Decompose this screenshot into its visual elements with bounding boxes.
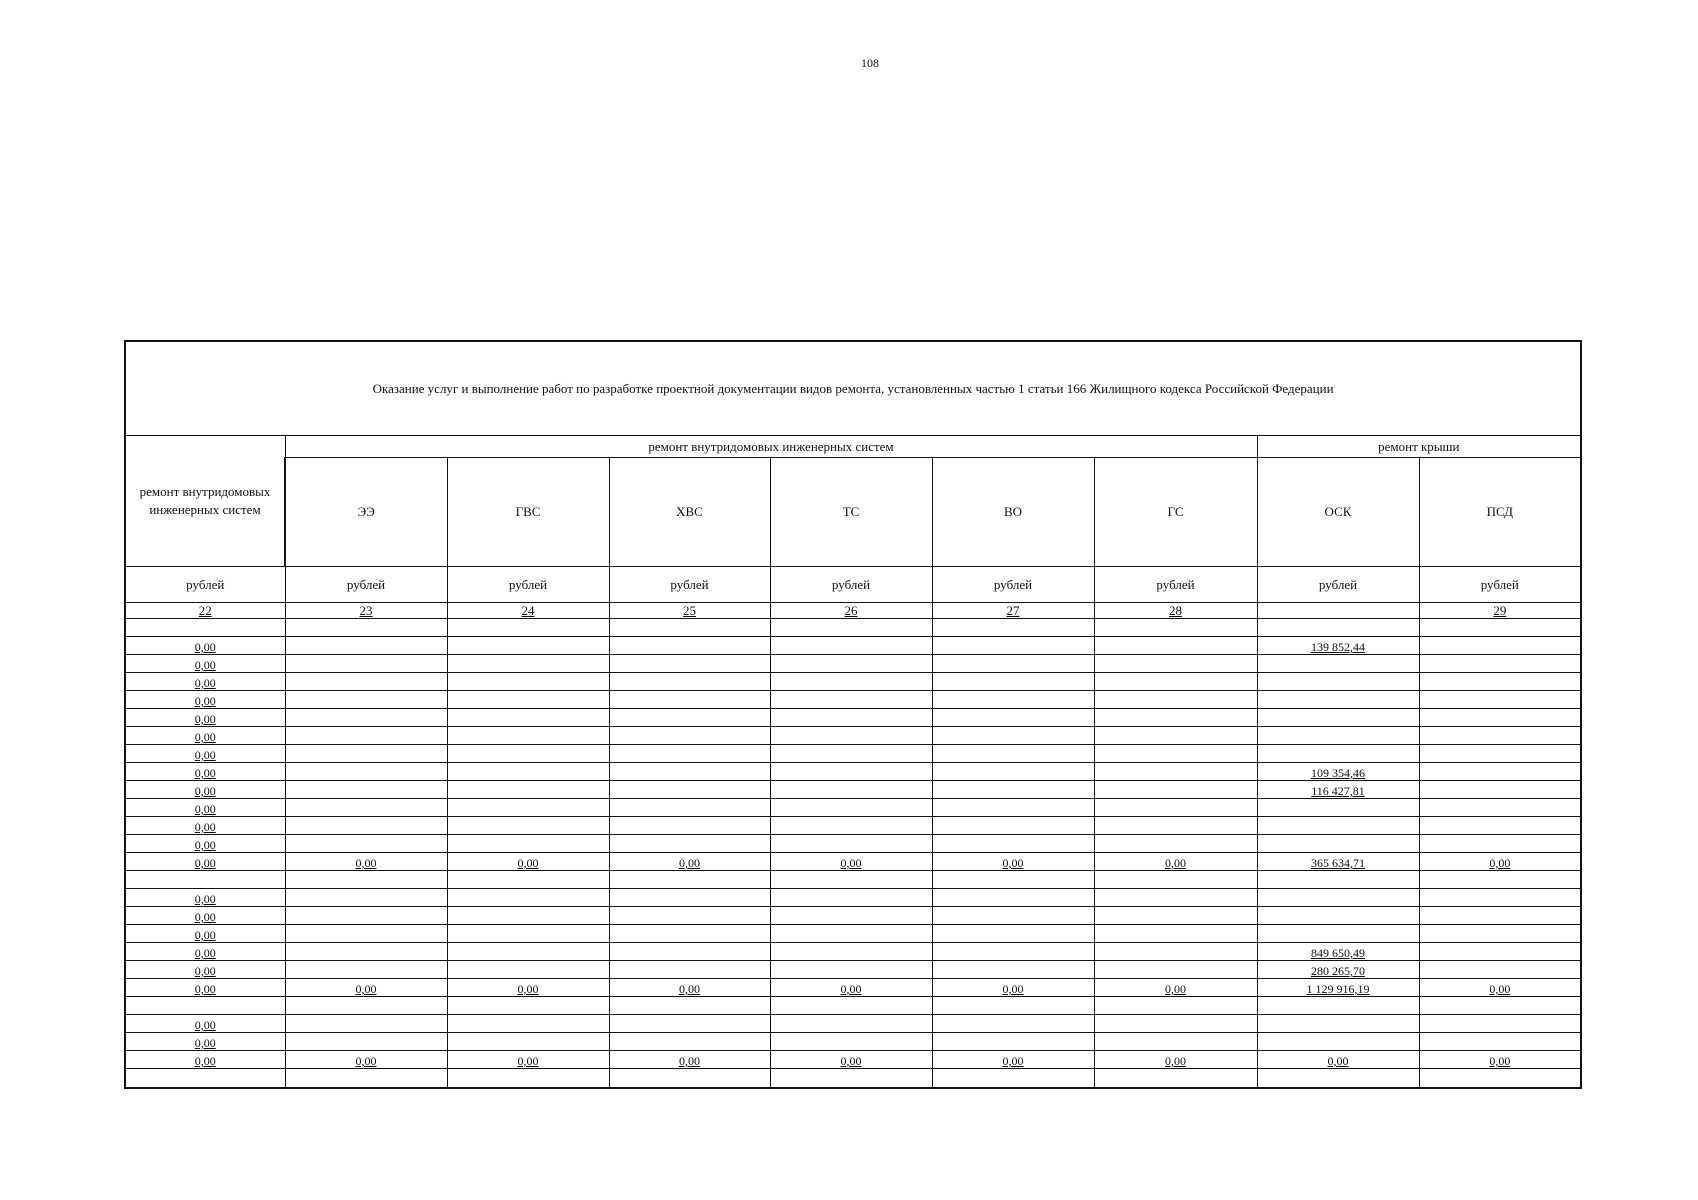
table-cell	[770, 709, 932, 727]
table-cell	[932, 691, 1094, 709]
table-cell	[770, 745, 932, 763]
table-cell	[1094, 727, 1257, 745]
table-cell	[285, 817, 447, 835]
group-header-roof: ремонт крыши	[1257, 436, 1581, 458]
table-cell	[770, 727, 932, 745]
table-cell	[1257, 925, 1419, 943]
table-cell	[1094, 745, 1257, 763]
table-row	[125, 637, 1581, 655]
table-cell	[932, 925, 1094, 943]
table-cell	[1419, 673, 1581, 691]
table-cell: 0,00	[1419, 1051, 1581, 1069]
works-cost-table	[124, 340, 1582, 1089]
table-cell	[1419, 637, 1581, 655]
table-cell: 0,00	[125, 709, 285, 727]
table-cell	[1257, 1015, 1419, 1033]
table-row	[125, 709, 1581, 727]
table-cell	[447, 889, 609, 907]
table-cell	[770, 781, 932, 799]
table-cell	[1419, 925, 1581, 943]
table-cell: 0,00	[609, 1051, 770, 1069]
table-cell	[1257, 1033, 1419, 1051]
table-cell	[932, 745, 1094, 763]
table-cell	[932, 673, 1094, 691]
table-cell: 0,00	[125, 745, 285, 763]
table-cell	[932, 1015, 1094, 1033]
table-cell	[1257, 709, 1419, 727]
table-cell	[932, 943, 1094, 961]
table-cell	[1419, 655, 1581, 673]
column-number: 28	[1094, 603, 1257, 619]
table-cell: 0,00	[1419, 979, 1581, 997]
table-cell	[932, 817, 1094, 835]
table-cell	[1257, 673, 1419, 691]
table-cell	[447, 799, 609, 817]
table-cell: 0,00	[447, 1051, 609, 1069]
table-row	[125, 1069, 1581, 1089]
table-cell	[609, 763, 770, 781]
table-cell	[609, 925, 770, 943]
table-row	[125, 673, 1581, 691]
table-cell: 0,00	[285, 979, 447, 997]
table-cell	[609, 1015, 770, 1033]
table-cell	[1419, 871, 1581, 889]
table-cell: 0,00	[609, 979, 770, 997]
table-cell	[1257, 727, 1419, 745]
table-cell	[1419, 961, 1581, 979]
table-cell	[1094, 709, 1257, 727]
table-cell: 280 265,70	[1257, 961, 1419, 979]
table-cell: 0,00	[125, 763, 285, 781]
table-cell	[447, 943, 609, 961]
table-cell	[447, 1015, 609, 1033]
table-cell	[609, 709, 770, 727]
column-number: 25	[609, 603, 770, 619]
table-cell	[609, 619, 770, 637]
unit-cell: рублей	[447, 567, 609, 603]
table-cell: 0,00	[770, 1051, 932, 1069]
table-cell	[609, 817, 770, 835]
table-cell	[609, 1033, 770, 1051]
table-cell	[932, 997, 1094, 1015]
table-cell	[770, 871, 932, 889]
table-cell	[285, 835, 447, 853]
table-cell	[770, 1015, 932, 1033]
table-row	[125, 871, 1581, 889]
table-cell	[1094, 799, 1257, 817]
table-row	[125, 925, 1581, 943]
table-cell	[447, 709, 609, 727]
table-cell: 116 427,81	[1257, 781, 1419, 799]
table-cell	[1094, 673, 1257, 691]
table-cell	[770, 817, 932, 835]
table-cell: 139 852,44	[1257, 637, 1419, 655]
table-row	[125, 961, 1581, 979]
column-header: ВО	[932, 458, 1094, 567]
table-cell	[1419, 1033, 1581, 1051]
column-header: ОСК	[1257, 458, 1419, 567]
table-cell	[285, 637, 447, 655]
table-cell	[447, 1033, 609, 1051]
table-cell	[285, 997, 447, 1015]
table-cell: 0,00	[125, 961, 285, 979]
table-row	[125, 727, 1581, 745]
table-title: Оказание услуг и выполнение работ по разработке проектной документации видов ремонта, установленных частью 1 статьи 166 Жилищного кодекса Российской Федерации	[125, 341, 1581, 436]
table-cell	[1257, 835, 1419, 853]
table-cell	[770, 907, 932, 925]
table-cell	[770, 943, 932, 961]
table-cell	[1094, 637, 1257, 655]
table-cell	[1257, 997, 1419, 1015]
table-cell	[285, 619, 447, 637]
table-cell: 0,00	[447, 979, 609, 997]
table-row	[125, 943, 1581, 961]
table-cell	[285, 1033, 447, 1051]
column-number: 23	[285, 603, 447, 619]
table-cell: 0,00	[770, 853, 932, 871]
table-cell: 0,00	[1094, 979, 1257, 997]
table-cell	[1257, 817, 1419, 835]
table-cell: 109 354,46	[1257, 763, 1419, 781]
table-cell	[770, 961, 932, 979]
table-cell	[1094, 763, 1257, 781]
table-cell: 0,00	[125, 925, 285, 943]
column-header: ГВС	[447, 458, 609, 567]
column-number: 29	[1419, 603, 1581, 619]
table-cell	[1419, 709, 1581, 727]
table-cell	[447, 781, 609, 799]
table-cell	[125, 1069, 285, 1089]
table-cell	[447, 619, 609, 637]
table-cell	[1094, 943, 1257, 961]
table-row	[125, 1033, 1581, 1051]
table-cell	[609, 907, 770, 925]
table-cell	[609, 745, 770, 763]
table-cell	[285, 943, 447, 961]
table-cell: 0,00	[125, 1033, 285, 1051]
table-cell: 0,00	[770, 979, 932, 997]
table-cell	[285, 763, 447, 781]
table-cell: 0,00	[125, 673, 285, 691]
table-cell: 849 650,49	[1257, 943, 1419, 961]
table-cell: 0,00	[125, 727, 285, 745]
column-header-engineering-total: ремонт внутридомовых инженерных систем	[125, 436, 285, 567]
table-cell	[609, 727, 770, 745]
table-cell	[1257, 799, 1419, 817]
table-cell	[770, 763, 932, 781]
table-cell	[770, 619, 932, 637]
table-cell	[1094, 925, 1257, 943]
table-cell	[1094, 619, 1257, 637]
table-cell	[609, 655, 770, 673]
table-cell	[1419, 1069, 1581, 1089]
table-cell	[770, 691, 932, 709]
table-row	[125, 691, 1581, 709]
unit-cell: рублей	[285, 567, 447, 603]
table-cell: 0,00	[125, 781, 285, 799]
unit-cell: рублей	[932, 567, 1094, 603]
column-number: 24	[447, 603, 609, 619]
table-cell	[447, 727, 609, 745]
unit-cell: рублей	[1094, 567, 1257, 603]
table-row	[125, 997, 1581, 1015]
table-cell	[1419, 781, 1581, 799]
table-cell: 0,00	[125, 799, 285, 817]
table-row	[125, 781, 1581, 799]
table-cell	[932, 1033, 1094, 1051]
table-cell	[1257, 655, 1419, 673]
column-header: ПСД	[1419, 458, 1581, 567]
table-cell	[932, 655, 1094, 673]
table-cell	[932, 709, 1094, 727]
table-cell	[1257, 871, 1419, 889]
table-cell	[770, 637, 932, 655]
table-cell	[1257, 889, 1419, 907]
column-header: ЭЭ	[285, 458, 447, 567]
table-cell: 0,00	[609, 853, 770, 871]
table-cell	[447, 655, 609, 673]
table-cell	[932, 781, 1094, 799]
table-cell	[1094, 907, 1257, 925]
page-number: 108	[861, 56, 879, 70]
table-cell	[1419, 889, 1581, 907]
table-row	[125, 619, 1581, 637]
table-cell	[770, 1069, 932, 1089]
table-cell	[285, 1015, 447, 1033]
table-cell	[770, 655, 932, 673]
table-cell	[1094, 1015, 1257, 1033]
table-cell	[609, 835, 770, 853]
table-cell	[1094, 835, 1257, 853]
unit-cell: рублей	[1419, 567, 1581, 603]
table-cell	[1094, 781, 1257, 799]
table-cell	[609, 673, 770, 691]
table-cell	[770, 1033, 932, 1051]
table-row	[125, 745, 1581, 763]
table-cell	[932, 871, 1094, 889]
table-cell	[1419, 817, 1581, 835]
table-cell	[609, 1069, 770, 1089]
table-cell: 0,00	[125, 691, 285, 709]
table-cell	[1419, 943, 1581, 961]
column-number	[1257, 603, 1419, 619]
table-cell	[609, 637, 770, 655]
table-cell	[285, 871, 447, 889]
table-cell	[447, 673, 609, 691]
column-header: ХВС	[609, 458, 770, 567]
table-cell: 0,00	[932, 1051, 1094, 1069]
table-cell: 1 129 916,19	[1257, 979, 1419, 997]
table-cell	[1094, 691, 1257, 709]
table-cell	[932, 1069, 1094, 1089]
table-cell	[770, 799, 932, 817]
unit-cell: рублей	[609, 567, 770, 603]
table-cell	[125, 619, 285, 637]
table-row	[125, 979, 1581, 997]
table-row	[125, 799, 1581, 817]
table-cell	[1419, 619, 1581, 637]
table-cell	[1094, 961, 1257, 979]
unit-cell: рублей	[770, 567, 932, 603]
table-cell	[285, 907, 447, 925]
group-header-engineering: ремонт внутридомовых инженерных систем	[285, 436, 1257, 458]
column-header: ГС	[1094, 458, 1257, 567]
table-cell	[285, 889, 447, 907]
table-cell	[285, 709, 447, 727]
table-row	[125, 853, 1581, 871]
table-row	[125, 1051, 1581, 1069]
table-row	[125, 889, 1581, 907]
table-cell: 0,00	[285, 1051, 447, 1069]
table-cell	[609, 781, 770, 799]
table-cell	[609, 889, 770, 907]
table-cell	[932, 637, 1094, 655]
table-cell	[447, 637, 609, 655]
table-cell	[447, 835, 609, 853]
unit-cell: рублей	[1257, 567, 1419, 603]
table-cell	[285, 961, 447, 979]
table-cell: 0,00	[125, 1015, 285, 1033]
table-cell: 365 634,71	[1257, 853, 1419, 871]
table-cell: 0,00	[447, 853, 609, 871]
table-cell	[1419, 763, 1581, 781]
table-cell: 0,00	[125, 1051, 285, 1069]
table-cell: 0,00	[285, 853, 447, 871]
column-header: ТС	[770, 458, 932, 567]
unit-cell: рублей	[125, 567, 285, 603]
table-cell	[1257, 1069, 1419, 1089]
table-row	[125, 1015, 1581, 1033]
table-cell	[447, 763, 609, 781]
table-cell	[447, 1069, 609, 1089]
table-cell	[932, 907, 1094, 925]
table-cell	[1257, 691, 1419, 709]
table-cell	[609, 799, 770, 817]
table-cell	[1094, 1069, 1257, 1089]
table-cell	[770, 997, 932, 1015]
table-cell	[932, 799, 1094, 817]
table-cell: 0,00	[932, 853, 1094, 871]
table-cell	[932, 727, 1094, 745]
table-cell	[609, 997, 770, 1015]
table-cell	[447, 745, 609, 763]
table-cell	[125, 997, 285, 1015]
table-cell: 0,00	[125, 979, 285, 997]
table-row	[125, 835, 1581, 853]
table-cell	[1094, 997, 1257, 1015]
table-cell	[285, 673, 447, 691]
table-cell: 0,00	[932, 979, 1094, 997]
table-cell: 0,00	[125, 655, 285, 673]
column-number: 26	[770, 603, 932, 619]
table-cell	[285, 745, 447, 763]
table-cell	[447, 907, 609, 925]
table-cell	[1419, 745, 1581, 763]
table-cell	[770, 835, 932, 853]
table-cell: 0,00	[125, 853, 285, 871]
table-cell: 0,00	[125, 907, 285, 925]
table-cell: 0,00	[1419, 853, 1581, 871]
table-cell: 0,00	[125, 835, 285, 853]
table-cell	[1094, 1033, 1257, 1051]
table-cell	[770, 673, 932, 691]
table-cell	[1094, 655, 1257, 673]
table-cell	[447, 691, 609, 709]
table-cell	[932, 619, 1094, 637]
table-cell	[1094, 871, 1257, 889]
table-cell	[770, 925, 932, 943]
table-row	[125, 655, 1581, 673]
column-number: 27	[932, 603, 1094, 619]
table-cell	[1419, 907, 1581, 925]
table-cell	[932, 835, 1094, 853]
table-cell	[1257, 907, 1419, 925]
table-cell: 0,00	[125, 637, 285, 655]
table-cell	[1419, 835, 1581, 853]
table-cell	[932, 961, 1094, 979]
table-cell	[447, 925, 609, 943]
table-cell	[1094, 889, 1257, 907]
table-cell	[447, 961, 609, 979]
table-cell: 0,00	[1094, 853, 1257, 871]
table-cell	[770, 889, 932, 907]
table-cell	[447, 997, 609, 1015]
table-cell	[447, 817, 609, 835]
table-cell: 0,00	[1094, 1051, 1257, 1069]
table-cell	[285, 691, 447, 709]
table-cell	[285, 1069, 447, 1089]
table-cell	[285, 655, 447, 673]
table-cell	[609, 943, 770, 961]
column-number: 22	[125, 603, 285, 619]
table-cell	[1094, 817, 1257, 835]
table-cell	[609, 961, 770, 979]
table-cell	[1257, 745, 1419, 763]
table-cell	[285, 781, 447, 799]
table-cell	[1419, 1015, 1581, 1033]
table-cell: 0,00	[125, 889, 285, 907]
table-cell	[1419, 691, 1581, 709]
table-cell	[609, 871, 770, 889]
table-cell	[932, 763, 1094, 781]
table-cell: 0,00	[125, 943, 285, 961]
table-cell	[125, 871, 285, 889]
table-cell	[285, 925, 447, 943]
table-row	[125, 817, 1581, 835]
table-cell	[1419, 997, 1581, 1015]
table-cell: 0,00	[125, 817, 285, 835]
table-cell	[285, 727, 447, 745]
table-cell	[1419, 799, 1581, 817]
table-cell	[609, 691, 770, 709]
table-cell	[447, 871, 609, 889]
table-cell	[1257, 619, 1419, 637]
table-cell	[285, 799, 447, 817]
table-cell	[932, 889, 1094, 907]
table-row	[125, 763, 1581, 781]
table-cell: 0,00	[1257, 1051, 1419, 1069]
table-row	[125, 907, 1581, 925]
table-cell	[1419, 727, 1581, 745]
